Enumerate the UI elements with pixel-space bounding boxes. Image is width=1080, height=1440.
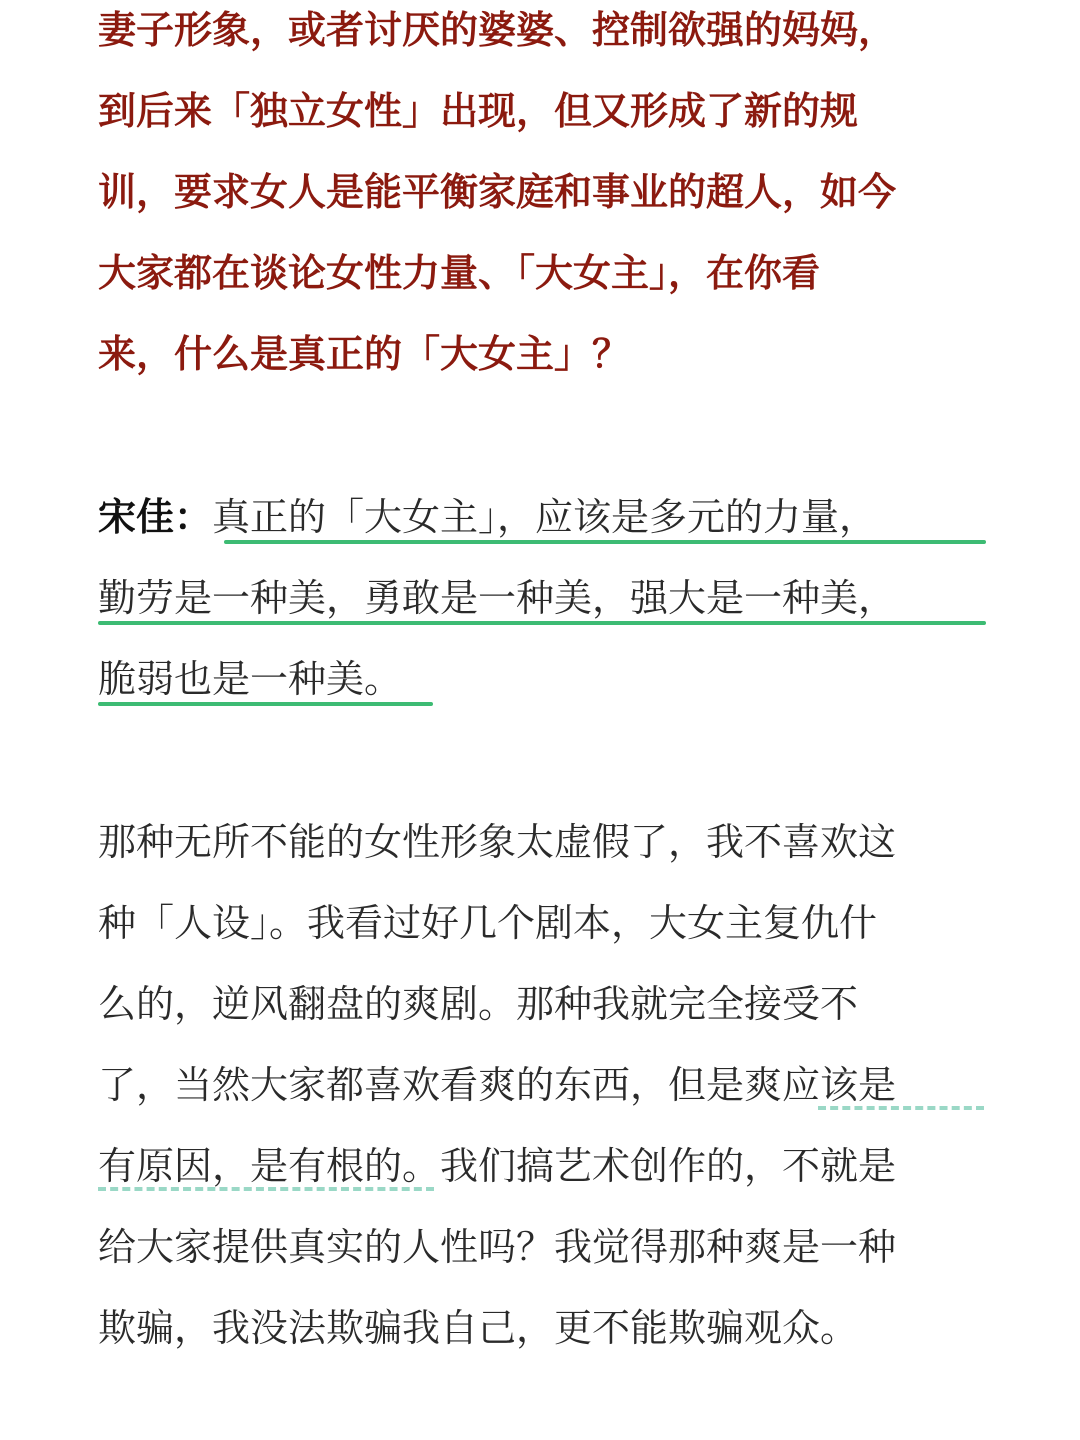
paragraph-line-5	[98, 1142, 896, 1190]
answer-line-2: 勤劳是一种美，勇敢是一种美，强大是一种美，	[98, 576, 897, 620]
paragraph-line-6: 给大家提供真实的人性吗？我觉得那种爽是一种	[98, 1225, 897, 1269]
question-line-2: 到后来「独立女性」出现，但又形成了新的规	[98, 89, 859, 133]
dashed-highlight-text: 爽应该是	[744, 1063, 897, 1107]
paragraph-line-4	[98, 1061, 896, 1109]
question-line-4: 大家都在谈论女性力量、「大女主」，在你看	[98, 251, 821, 295]
dashed-underline	[818, 1106, 984, 1110]
answer-line-1	[98, 493, 877, 541]
paragraph-line-7: 欺骗，我没法欺骗我自己，更不能欺骗观众。	[98, 1306, 859, 1350]
highlight-text: 真正的「大女主」，应该是多元的力量，	[212, 495, 878, 539]
dashed-underline	[98, 1187, 434, 1191]
paragraph-line-2: 种「人设」。我看过好几个剧本，大女主复仇什	[98, 901, 878, 945]
plain-text: 了，当然大家都喜欢看爽的东西，但是	[98, 1063, 745, 1107]
question-line-3: 训，要求女人是能平衡家庭和事业的超人，如今	[98, 170, 897, 214]
highlight-underline	[224, 540, 986, 544]
dashed-highlight-text: 有原因，是有根的	[98, 1144, 403, 1188]
question-line-1: 妻子形象，或者讨厌的婆婆、控制欲强的妈妈，	[98, 8, 897, 52]
answer-line-3: 脆弱也是一种美。	[98, 657, 403, 701]
plain-text: 。我们搞艺术创作的，不就是	[402, 1144, 897, 1188]
speaker-name: 宋佳：	[98, 495, 213, 539]
paragraph-line-3: 么的，逆风翻盘的爽剧。那种我就完全接受不	[98, 982, 859, 1026]
highlight-underline	[98, 702, 433, 706]
highlight-underline	[98, 621, 986, 625]
question-line-5: 来，什么是真正的「大女主」？	[98, 332, 631, 376]
paragraph-line-1: 那种无所不能的女性形象太虚假了，我不喜欢这	[98, 820, 897, 864]
